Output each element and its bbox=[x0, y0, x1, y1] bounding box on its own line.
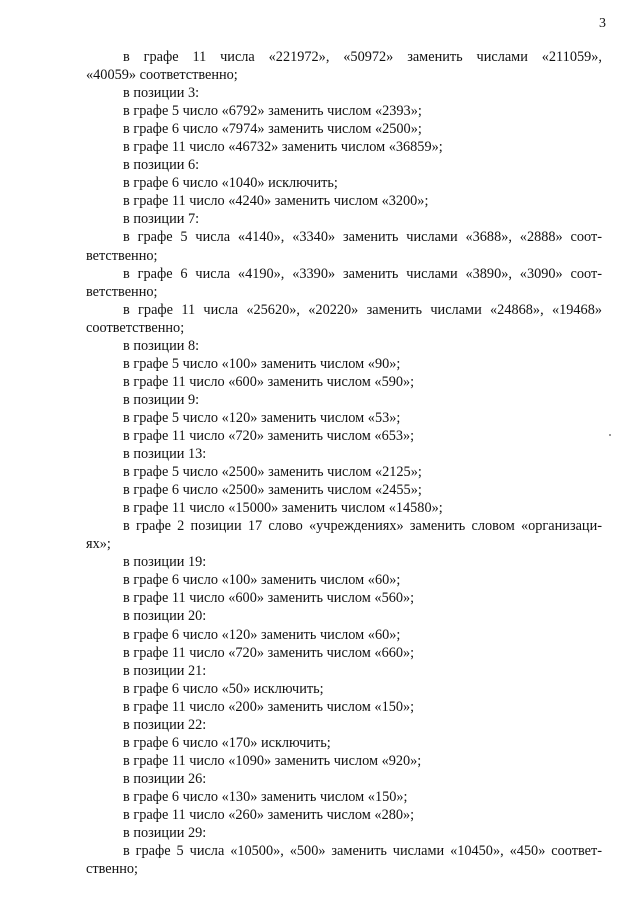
text-line: в графе 5 число «2500» заменить числом «2125»; bbox=[123, 464, 422, 481]
text-line: в позиции 29: bbox=[123, 825, 207, 842]
text-line: в графе 11 число «4240» заменить числом «3200»; bbox=[123, 193, 429, 210]
text-line: в графе 6 число «50» исключить; bbox=[123, 680, 324, 697]
text-line: в графе 11 числа «25620», «20220» заменить числами «24868», «19468» bbox=[123, 301, 602, 318]
text-line: в графе 11 число «600» заменить числом «560»; bbox=[123, 590, 415, 607]
text-line: в позиции 13: bbox=[123, 446, 207, 463]
text-line: в графе 5 числа «10500», «500» заменить числами «10450», «450» соответ- bbox=[123, 843, 602, 860]
text-line: в графе 11 число «46732» заменить числом «36859»; bbox=[123, 139, 443, 156]
text-line: в позиции 22: bbox=[123, 716, 207, 733]
text-line: в графе 5 число «100» заменить числом «90»; bbox=[123, 355, 401, 372]
text-line: в позиции 3: bbox=[123, 85, 200, 102]
text-line: ветственно; bbox=[86, 283, 158, 300]
text-line: в позиции 6: bbox=[123, 157, 200, 174]
text-line: в графе 11 число «15000» заменить числом «14580»; bbox=[123, 500, 443, 517]
text-line: ственно; bbox=[86, 861, 139, 878]
text-line: в графе 6 числа «4190», «3390» заменить числами «3890», «3090» соот- bbox=[123, 265, 602, 282]
text-line: в графе 11 числа «221972», «50972» заменить числами «211059», bbox=[123, 49, 602, 65]
text-line: в позиции 7: bbox=[123, 211, 200, 228]
text-line: в графе 6 число «170» исключить; bbox=[123, 734, 331, 751]
document-body bbox=[86, 48, 602, 878]
text-line: в графе 6 число «2500» заменить числом «2455»; bbox=[123, 482, 422, 499]
text-line: в графе 11 число «260» заменить числом «280»; bbox=[123, 806, 415, 823]
text-line: в позиции 19: bbox=[123, 554, 207, 571]
text-line: ветственно; bbox=[86, 247, 158, 264]
text-line: в графе 5 число «120» заменить числом «53»; bbox=[123, 409, 401, 426]
text-line: в графе 6 число «130» заменить числом «150»; bbox=[123, 788, 408, 805]
text-line: в графе 11 число «600» заменить числом «590»; bbox=[123, 373, 415, 390]
text-line: в графе 11 число «720» заменить числом «653»; bbox=[123, 427, 415, 444]
text-line: в позиции 21: bbox=[123, 662, 207, 679]
text-line: в графе 11 число «1090» заменить числом «920»; bbox=[123, 752, 422, 769]
text-line: в позиции 9: bbox=[123, 391, 200, 408]
text-line: в графе 6 число «120» заменить числом «60»; bbox=[123, 626, 401, 643]
text-line: в позиции 8: bbox=[123, 337, 200, 354]
page-number: 3 bbox=[599, 16, 606, 31]
text-line: в позиции 26: bbox=[123, 770, 207, 787]
text-line: в графе 6 число «100» заменить числом «60»; bbox=[123, 572, 401, 589]
text-line: в графе 11 число «200» заменить числом «150»; bbox=[123, 698, 415, 715]
margin-mark bbox=[609, 434, 611, 436]
text-line: в графе 5 число «6792» заменить числом «2393»; bbox=[123, 103, 422, 120]
text-line: в графе 5 числа «4140», «3340» заменить числами «3688», «2888» соот- bbox=[123, 229, 602, 246]
text-line: ях»; bbox=[86, 536, 111, 553]
text-line: в позиции 20: bbox=[123, 608, 207, 625]
text-line: соответственно; bbox=[86, 319, 185, 336]
text-line: «40059» соответственно; bbox=[86, 67, 238, 84]
text-line: в графе 6 число «1040» исключить; bbox=[123, 175, 338, 192]
text-line: в графе 2 позиции 17 слово «учреждениях» заменить словом «организаци- bbox=[123, 518, 602, 535]
text-line: в графе 11 число «720» заменить числом «660»; bbox=[123, 644, 415, 661]
text-line: в графе 6 число «7974» заменить числом «2500»; bbox=[123, 121, 422, 138]
